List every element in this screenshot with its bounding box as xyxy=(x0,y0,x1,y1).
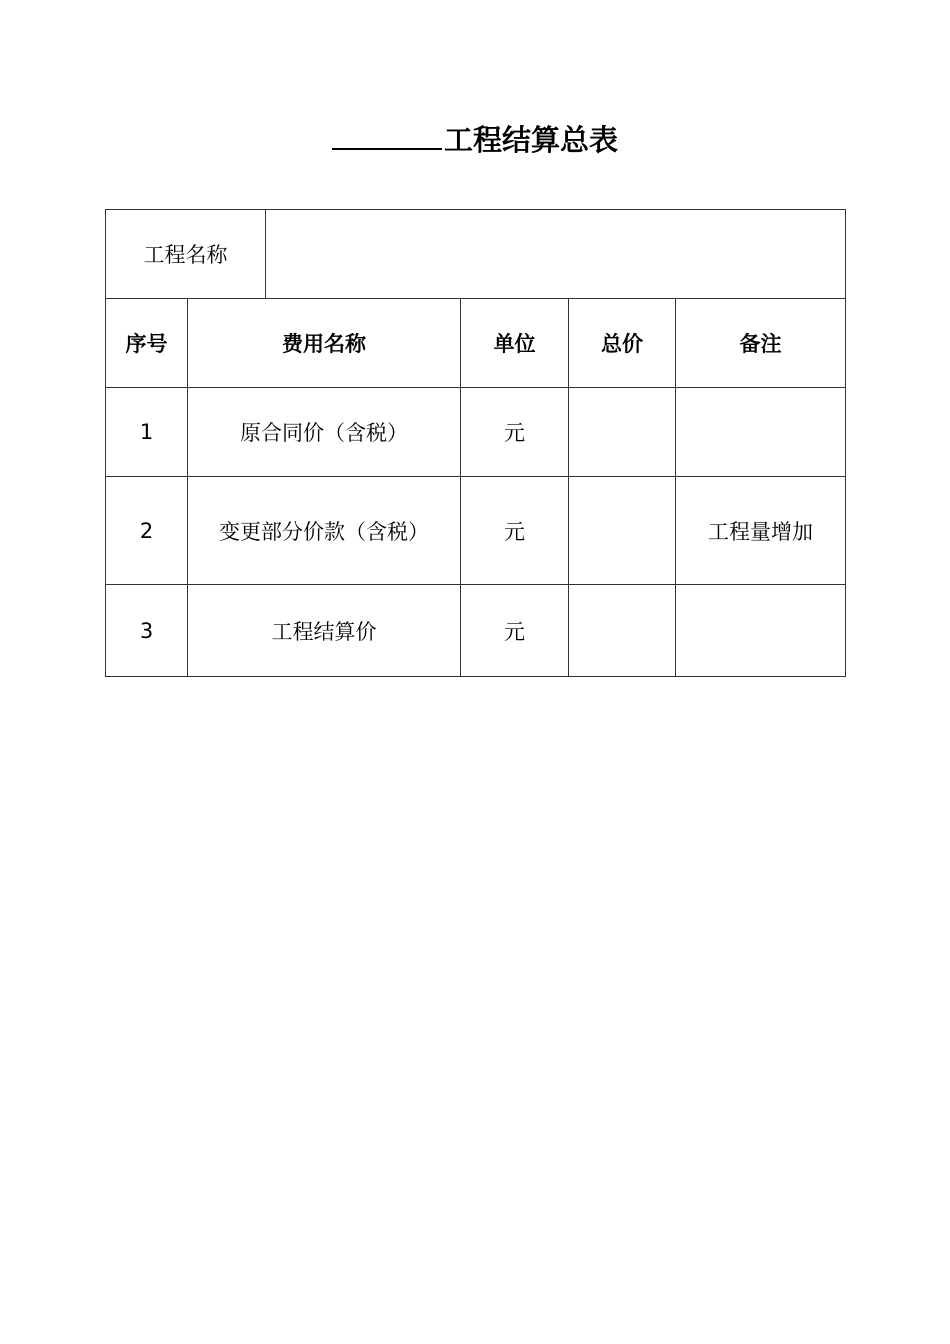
table-row xyxy=(106,585,846,677)
header-remark: 备注 xyxy=(676,299,846,388)
cell-remark[interactable] xyxy=(676,585,846,677)
project-name-value[interactable] xyxy=(266,210,846,299)
cell-total[interactable] xyxy=(569,477,676,585)
cell-item: 工程结算价 xyxy=(188,585,461,677)
header-no: 序号 xyxy=(106,299,188,388)
table-header-row xyxy=(106,299,846,388)
title-blank-underline xyxy=(332,118,442,150)
table-row xyxy=(106,477,846,585)
cell-item: 原合同价（含税） xyxy=(188,388,461,477)
cell-unit: 元 xyxy=(461,477,569,585)
header-total: 总价 xyxy=(569,299,676,388)
title-text: 工程结算总表 xyxy=(443,123,618,157)
header-unit: 单位 xyxy=(461,299,569,388)
cell-item: 变更部分价款（含税） xyxy=(188,477,461,585)
cell-unit: 元 xyxy=(461,388,569,477)
cell-unit: 元 xyxy=(461,585,569,677)
header-item: 费用名称 xyxy=(188,299,461,388)
cell-no: 1 xyxy=(106,388,188,477)
project-name-label: 工程名称 xyxy=(106,210,266,299)
document-title xyxy=(0,118,950,159)
cell-remark[interactable] xyxy=(676,388,846,477)
project-name-row xyxy=(106,210,846,299)
settlement-table xyxy=(105,209,846,677)
cell-no: 2 xyxy=(106,477,188,585)
cell-total[interactable] xyxy=(569,388,676,477)
table-row xyxy=(106,388,846,477)
cell-no: 3 xyxy=(106,585,188,677)
cell-total[interactable] xyxy=(569,585,676,677)
cell-remark[interactable]: 工程量增加 xyxy=(676,477,846,585)
